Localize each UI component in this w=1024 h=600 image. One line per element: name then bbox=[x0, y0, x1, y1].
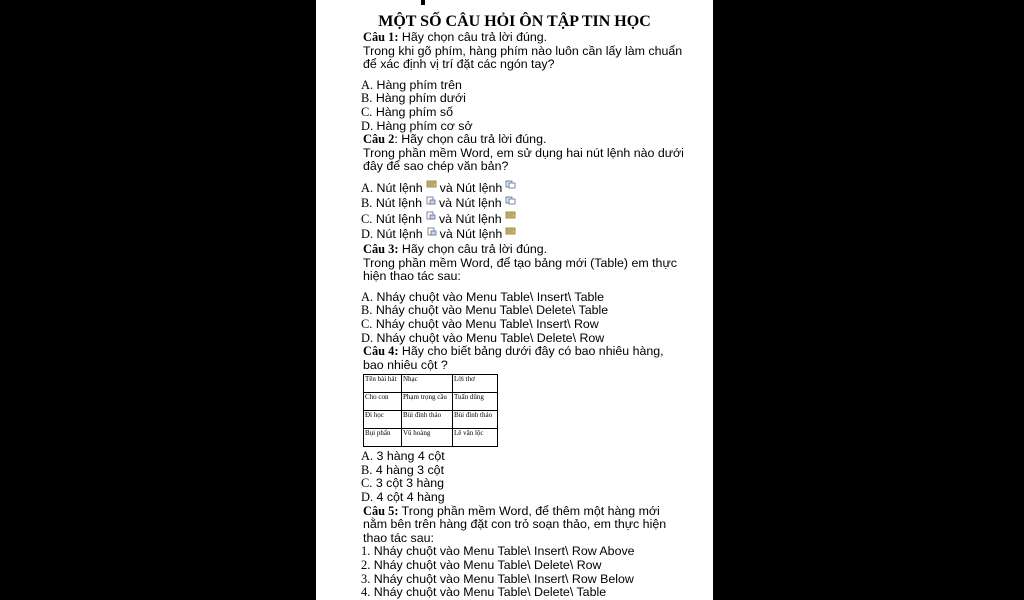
question-prompt: Trong phần mềm Word, để thêm một hàng mới bbox=[398, 503, 660, 518]
table-cell: Bùi đình thảo bbox=[453, 411, 498, 429]
option-d bbox=[361, 120, 712, 134]
option-text: Hàng phím số bbox=[372, 104, 453, 119]
option-letter: B. bbox=[361, 91, 373, 106]
option-letter: D. bbox=[361, 118, 374, 133]
option-text: Nháy chuột vào Menu Table\ Delete\ Row bbox=[370, 558, 602, 573]
question-label: Câu 3: bbox=[363, 241, 399, 256]
copy-icon bbox=[505, 196, 516, 205]
option-text: Nháy chuột vào Menu Table\ Insert\ Row Below bbox=[370, 571, 634, 586]
paste-icon bbox=[425, 196, 436, 205]
table-cell: Bùi đình thảo bbox=[402, 411, 453, 429]
option-3 bbox=[361, 573, 712, 587]
question-3-body-line: hiện thao tác sau: bbox=[363, 269, 461, 284]
question-4-body-line: bao nhiêu cột ? bbox=[363, 357, 448, 372]
option-letter: C. bbox=[361, 211, 373, 226]
cut-icon bbox=[505, 211, 516, 220]
option-letter: A. bbox=[361, 289, 374, 304]
table-cell: Lê văn lộc bbox=[453, 429, 498, 447]
option-text: Nháy chuột vào Menu Table\ Insert\ Table bbox=[373, 289, 605, 304]
document-content bbox=[362, 31, 712, 600]
table-cell: Vũ hoàng bbox=[402, 429, 453, 447]
option-text: Nút lệnh bbox=[373, 180, 423, 195]
option-b bbox=[361, 304, 712, 318]
option-text: và Nút lệnh bbox=[438, 211, 502, 226]
question-prompt: Hãy chọn câu trả lời đúng. bbox=[398, 30, 548, 44]
option-d bbox=[361, 227, 712, 243]
option-2 bbox=[361, 559, 712, 573]
document-page bbox=[316, 0, 713, 600]
option-letter: D. bbox=[361, 330, 374, 345]
option-letter: C. bbox=[361, 104, 373, 119]
question-1-heading bbox=[363, 31, 712, 45]
option-1 bbox=[361, 545, 712, 559]
option-text: Nút lệnh bbox=[373, 227, 423, 242]
question-label: Câu 4: bbox=[363, 344, 399, 359]
page-top-mark bbox=[421, 0, 425, 5]
option-letter: A. bbox=[361, 449, 374, 464]
question-1-body-line: Trong khi gõ phím, hàng phím nào luôn cần lấy làm chuẩn bbox=[363, 43, 683, 58]
question-2-heading bbox=[363, 133, 712, 147]
option-letter: B. bbox=[361, 303, 373, 318]
option-letter: 2. bbox=[361, 558, 371, 573]
question-2-body-line: đây để sao chép văn bản? bbox=[363, 159, 509, 174]
option-text: 3 hàng 4 cột bbox=[373, 449, 445, 464]
option-text: Hàng phím trên bbox=[373, 77, 462, 92]
question-3-heading bbox=[363, 243, 712, 257]
option-text: Hàng phím dưới bbox=[372, 91, 466, 106]
question-prompt: Hãy chọn câu trả lời đúng. bbox=[398, 241, 548, 256]
question-prompt: Hãy cho biết bảng dưới đây có bao nhiêu hàng, bbox=[398, 344, 664, 359]
option-a bbox=[361, 291, 712, 305]
question-4-heading bbox=[363, 345, 712, 359]
cut-icon bbox=[505, 227, 516, 236]
question-1-body-line: để xác định vị trí đặt các ngón tay? bbox=[363, 57, 555, 72]
paste-icon bbox=[425, 211, 436, 220]
option-a bbox=[361, 181, 712, 197]
copy-icon bbox=[505, 180, 516, 189]
question-label: Câu 1: bbox=[363, 30, 399, 44]
table-cell: Lời thơ bbox=[453, 375, 498, 393]
option-text: Nút lệnh bbox=[372, 196, 422, 211]
document-title: MỘT SỐ CÂU HỎI ÔN TẬP TIN HỌC bbox=[378, 13, 651, 30]
option-c bbox=[361, 106, 712, 120]
option-text: Nháy chuột vào Menu Table\ Insert\ Row bbox=[372, 316, 599, 331]
option-b bbox=[361, 464, 712, 478]
option-a bbox=[361, 450, 712, 464]
option-text: Nút lệnh bbox=[372, 211, 422, 226]
option-text: Nháy chuột vào Menu Table\ Insert\ Row Above bbox=[370, 544, 635, 559]
question-5-body-line: nằm bên trên hàng đặt con trỏ soạn thảo, em thực hiện bbox=[363, 517, 667, 532]
option-letter: D. bbox=[361, 227, 374, 242]
table-row bbox=[364, 429, 498, 447]
song-table bbox=[363, 374, 498, 447]
option-text: 4 cột 4 hàng bbox=[373, 490, 445, 505]
option-c bbox=[361, 477, 712, 491]
option-b bbox=[361, 196, 712, 212]
paste-icon bbox=[426, 227, 437, 236]
option-a bbox=[361, 79, 712, 93]
option-d bbox=[361, 332, 712, 346]
option-letter: 4. bbox=[361, 585, 371, 600]
question-prompt: : Hãy chọn câu trả lời đúng. bbox=[394, 132, 547, 147]
cut-icon bbox=[426, 180, 437, 189]
table-cell: Phạm trọng cầu bbox=[402, 393, 453, 411]
option-text: 3 cột 3 hàng bbox=[372, 476, 445, 491]
option-d bbox=[361, 491, 712, 505]
option-letter: 3. bbox=[361, 571, 371, 586]
option-letter: A. bbox=[361, 180, 374, 195]
table-cell: Đi học bbox=[364, 411, 402, 429]
table-row bbox=[364, 375, 498, 393]
option-text: Nháy chuột vào Menu Table\ Delete\ Table bbox=[370, 585, 607, 600]
option-letter: B. bbox=[361, 462, 373, 477]
option-4 bbox=[361, 586, 712, 600]
option-text: Nháy chuột vào Menu Table\ Delete\ Table bbox=[372, 303, 609, 318]
option-c bbox=[361, 212, 712, 228]
question-2-body-line: Trong phần mềm Word, em sử dụng hai nút lệnh nào dưới bbox=[363, 145, 684, 160]
option-text: Nháy chuột vào Menu Table\ Delete\ Row bbox=[373, 330, 605, 345]
option-letter: A. bbox=[361, 77, 374, 92]
table-cell: Cho con bbox=[364, 393, 402, 411]
option-letter: C. bbox=[361, 476, 373, 491]
option-text: 4 hàng 3 cột bbox=[372, 462, 445, 477]
option-letter: B. bbox=[361, 196, 373, 211]
question-label: Câu 5: bbox=[363, 503, 399, 518]
question-label: Câu 2 bbox=[363, 132, 395, 147]
table-cell: Tuấn dũng bbox=[453, 393, 498, 411]
table-cell: Nhạc bbox=[402, 375, 453, 393]
option-text: và Nút lệnh bbox=[439, 180, 503, 195]
question-3-body-line: Trong phần mềm Word, để tạo bảng mới (Table) em thực bbox=[363, 255, 677, 270]
option-letter: D. bbox=[361, 490, 374, 505]
option-letter: C. bbox=[361, 316, 373, 331]
option-text: và Nút lệnh bbox=[439, 227, 503, 242]
question-5-body-line: thao tác sau: bbox=[363, 530, 434, 545]
table-row bbox=[364, 393, 498, 411]
option-letter: 1. bbox=[361, 544, 371, 559]
option-text: Hàng phím cơ sở bbox=[373, 118, 473, 133]
table-cell: Bụi phấn bbox=[364, 429, 402, 447]
option-c bbox=[361, 318, 712, 332]
option-text: và Nút lệnh bbox=[438, 196, 502, 211]
table-cell: Tên bài hát bbox=[364, 375, 402, 393]
table-row bbox=[364, 411, 498, 429]
option-b bbox=[361, 92, 712, 106]
